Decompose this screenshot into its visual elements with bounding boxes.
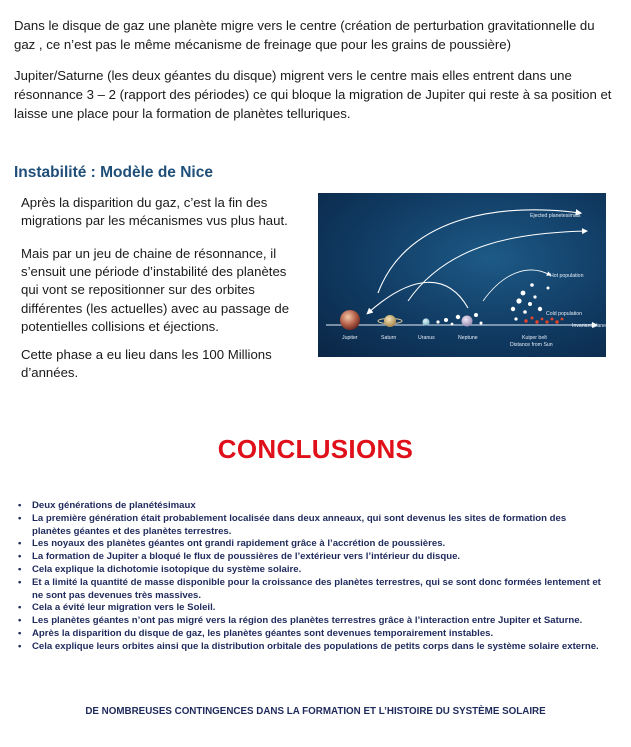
uranus-planet: [422, 318, 429, 325]
section-title-nice-model: Instabilité : Modèle de Nice: [14, 164, 213, 181]
nice-paragraph-2: Mais par un jeu de chaine de résonnance, il s’ensuit une période d’instabilité des planètes qui vont se repositionner sur des orbites différentes (les actuelles) avec au passage de potentielles collisions et éjections.: [21, 246, 290, 334]
inward-arrow: [368, 282, 468, 313]
list-item: • Cela explique la dichotomie isotopique du système solaire.: [16, 564, 602, 577]
label-uranus: Uranus: [418, 335, 435, 341]
label-kuiper-belt: Kuiper belt: [522, 335, 547, 341]
nice-model-illustration: [318, 193, 606, 357]
label-hot-population: Hot population: [550, 273, 584, 279]
label-invariant-plane: Invariant plane: [572, 323, 606, 329]
label-jupiter: Jupiter: [342, 335, 358, 341]
hot-population-arrow: [483, 270, 550, 301]
neptune-planet: [462, 316, 473, 327]
list-item: • Les noyaux des planètes géantes ont grandi rapidement grâce à l’accrétion de poussières.: [16, 538, 602, 551]
list-item: • Et a limité la quantité de masse disponible pour la croissance des planètes terrestres, qui se sont donc formées lentement et ne sont pas devenues très massives.: [16, 577, 602, 603]
cold-population-dots: [524, 317, 563, 324]
jupiter-planet: [340, 310, 360, 330]
label-cold-population: Cold population: [546, 311, 583, 317]
label-distance-from-sun: Distance from Sun: [510, 342, 553, 348]
conclusions-list: [16, 500, 602, 654]
nice-model-diagram: [318, 193, 606, 357]
list-item: • Cela explique leurs orbites ainsi que la distribution orbitale des populations de petits corps dans le système solaire externe.: [16, 641, 602, 654]
label-ejected: Ejected planetesimals: [530, 213, 581, 219]
label-saturn: Saturn: [381, 335, 397, 341]
saturn-planet: [384, 315, 396, 327]
conclusions-title: CONCLUSIONS: [217, 434, 414, 464]
list-item: • Les planètes géantes n’ont pas migré vers la région des planètes terrestres grâce à l’interaction entre Jupiter et Saturne.: [16, 615, 602, 628]
intro-paragraph-2: Jupiter/Saturne (les deux géantes du disque) migrent vers le centre mais elles entrent dans une résonnance 3 – 2 (rapport des périodes) ce qui bloque la migration de Jupiter qui reste à sa position et laisse une place pour la formation de planètes telluriques.: [14, 68, 612, 121]
ejection-arrow-outer: [378, 210, 580, 293]
footer-statement: DE NOMBREUSES CONTINGENCES DANS LA FORMATION ET L’HISTOIRE DU SYSTÈME SOLAIRE: [85, 706, 546, 717]
ejection-arrow-inner: [408, 231, 586, 301]
list-item: • Après la disparition du disque de gaz, les planètes géantes sont devenues temporairement instables.: [16, 628, 602, 641]
nice-paragraph-1: Après la disparition du gaz, c’est la fin des migrations par les mécanismes vus plus haut.: [21, 195, 288, 229]
label-neptune: Neptune: [458, 335, 478, 341]
intro-paragraph-1: Dans le disque de gaz une planète migre vers le centre (création de perturbation gravitationnelle du gaz , ce n’est pas le même mécanisme de freinage que pour les grains de poussière): [14, 18, 595, 52]
list-item: • La formation de Jupiter a bloqué le flux de poussières de l’extérieur vers l’intérieur du disque.: [16, 551, 602, 564]
list-item: • Cela a évité leur migration vers le Soleil.: [16, 602, 602, 615]
nice-paragraph-3: Cette phase a eu lieu dans les 100 Millions d’années.: [21, 347, 272, 381]
list-item: • Deux générations de planétésimaux: [16, 500, 602, 513]
list-item: • La première génération était probablement localisée dans deux anneaux, qui sont devenus les sites de formation des planètes géantes et des planètes terrestres.: [16, 513, 602, 539]
